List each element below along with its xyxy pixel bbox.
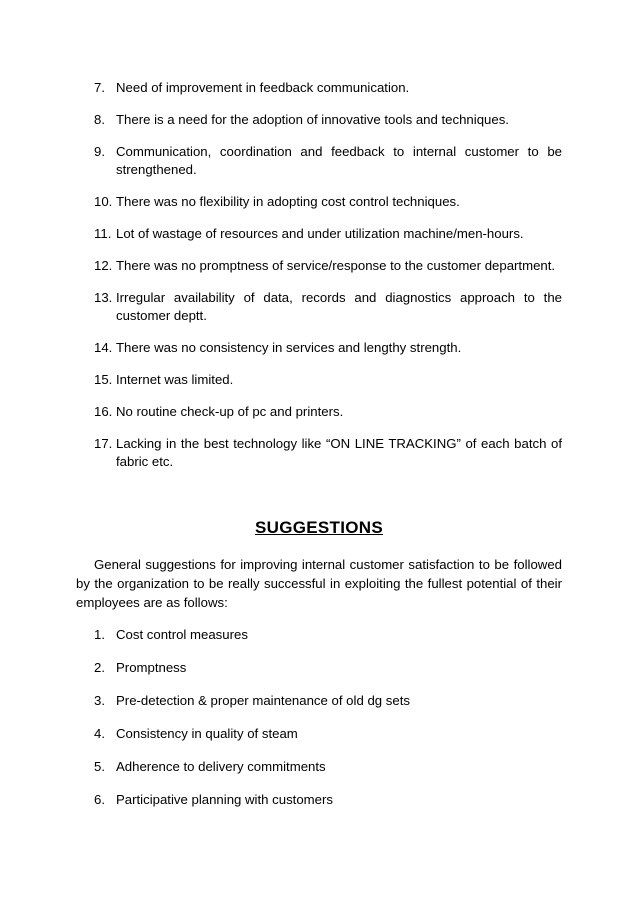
item-text: Promptness (116, 660, 187, 675)
item-number: 15. (94, 372, 113, 387)
list-item (94, 626, 562, 644)
item-text: There is a need for the adoption of innovative tools and techniques. (116, 112, 509, 127)
item-text: Communication, coordination and feedback to internal customer to be strengthened. (116, 144, 562, 177)
list-item (94, 371, 562, 389)
item-number: 3. (94, 693, 105, 708)
item-text: Lacking in the best technology like “ON LINE TRACKING” of each batch of fabric etc. (116, 436, 562, 469)
item-text: Lot of wastage of resources and under utilization machine/men-hours. (116, 226, 524, 241)
list-item (94, 403, 562, 421)
item-number: 4. (94, 726, 105, 741)
item-text: Irregular availability of data, records and diagnostics approach to the customer deptt. (116, 290, 562, 323)
item-number: 9. (94, 144, 105, 159)
list-item (94, 339, 562, 357)
list-item (94, 257, 562, 275)
list-item (94, 725, 562, 743)
list-item (94, 79, 562, 97)
item-number: 12. (94, 258, 113, 273)
item-text: There was no consistency in services and lengthy strength. (116, 340, 462, 355)
item-text: Need of improvement in feedback communication. (116, 80, 410, 95)
item-text: There was no flexibility in adopting cost control techniques. (116, 194, 460, 209)
item-number: 8. (94, 112, 105, 127)
item-number: 1. (94, 627, 105, 642)
list-item (94, 225, 562, 243)
list-item (94, 289, 562, 325)
item-text: Consistency in quality of steam (116, 726, 298, 741)
intro-paragraph: General suggestions for improving internal customer satisfaction to be followed by the organization to be really successful in exploiting the fullest potential of their employees are as follows: (76, 557, 562, 610)
item-number: 16. (94, 404, 113, 419)
list-item (94, 143, 562, 179)
item-number: 11. (94, 226, 112, 241)
suggestions-list (94, 626, 562, 824)
list-item (94, 193, 562, 211)
item-number: 7. (94, 80, 105, 95)
item-text: Pre-detection & proper maintenance of old dg sets (116, 693, 410, 708)
list-item (94, 659, 562, 677)
item-text: Participative planning with customers (116, 792, 333, 807)
list-item (94, 692, 562, 710)
list-item (94, 111, 562, 129)
item-number: 17. (94, 436, 113, 451)
list-item (94, 758, 562, 776)
item-number: 13. (94, 290, 113, 305)
item-number: 14. (94, 340, 113, 355)
item-number: 6. (94, 792, 105, 807)
item-text: There was no promptness of service/response to the customer department. (116, 258, 556, 273)
section-heading: SUGGESTIONS (255, 518, 383, 537)
findings-list (94, 79, 562, 485)
item-number: 10. (94, 194, 113, 209)
item-number: 5. (94, 759, 105, 774)
item-text: Cost control measures (116, 627, 248, 642)
item-text: Adherence to delivery commitments (116, 759, 326, 774)
item-text: Internet was limited. (116, 372, 234, 387)
list-item (94, 435, 562, 471)
list-item (94, 791, 562, 809)
item-number: 2. (94, 660, 105, 675)
item-text: No routine check-up of pc and printers. (116, 404, 344, 419)
